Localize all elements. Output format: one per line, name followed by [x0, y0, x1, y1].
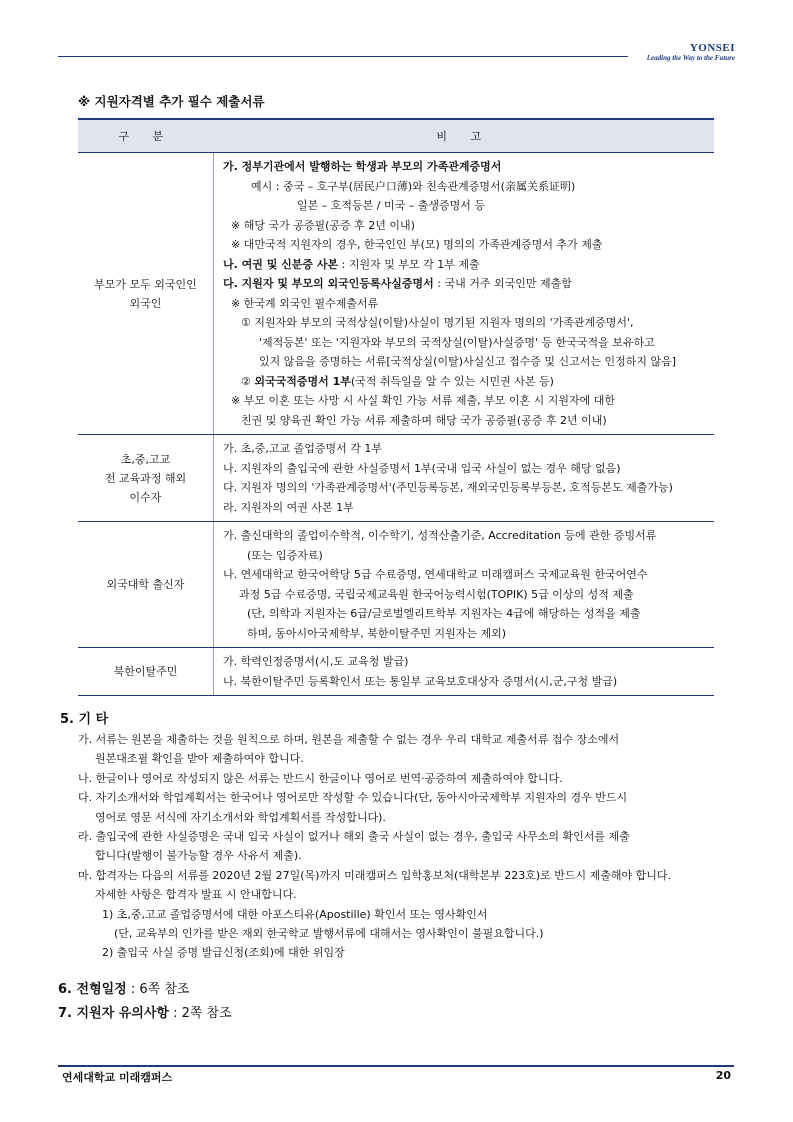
page-number: 20 — [715, 1069, 731, 1082]
header-rule — [58, 56, 628, 57]
section-notes: 7. 지원자 유의사항 : 2쪽 참조 — [58, 1006, 232, 1021]
remarks-cell: 가. 정부기관에서 발행하는 학생과 부모의 가족관계증명서 예시 : 중국 – 호구부(居民户口薄)와 친속관계증명서(亲属关系证明) 일본 – 호적등본 / 미국 – 출생증명서 등 ※ 해당 국가 공증필(공증 후 2년 이내) ※ 대만국적 지원자의 경우, 한국인인 부(모) 명의의 가족관계증명서 추가 제출 나. 여권 및 신분증 사본 : 지원자 및 부모 각 1부 제출 다. 지원자 및 부모의 외국인등록사실증명서 : 국내 거주 외국인만 제출함 ※ 한국계 외국인 필수제출서류 ① 지원자와 부모의 국적상실(이탈)사실이 명기된 지원자 명의의 '가족관계증명서', '제적등본' 또는 '지원자와 부모의 국적상실(이탈)사실증명' 등 한국국적을 보유하고 있지 않음을 증명하는 서류[국적상실(이탈)사실신고 접수증 및 신고서는 인정하지 않음] ② 외국국적증명서 1부(국적 취득일을 알 수 있는 시민권 사본 등) ※ 부모 이혼 또는 사망 시 사실 확인 가능 서류 제출, 부모 이혼 시 지원자에 대한 친권 및 양육권 확인 가능 서류 제출하며 해당 국가 공증필(공증 후 2년 이내) — [214, 153, 715, 435]
list-item: 다. 자기소개서와 학업계획서는 한국어나 영어로만 작성할 수 있습니다(단, 동아시아국제학부 지원자의 경우 반드시 — [78, 791, 628, 805]
list-item: 합니다(발행이 불가능할 경우 사유서 제출). — [95, 849, 302, 863]
remarks-cell: 가. 초,중,고교 졸업증명서 각 1부 나. 지원자의 출입국에 관한 사실증명서 1부(국내 입국 사실이 없는 경우 해당 없음) 다. 지원자 명의의 '가족관계증명서'(주민등록등본, 재외국민등록부등본, 호적등본도 제출가능) 라. 지원자의 여권 사본 1부 — [214, 435, 715, 522]
table-row — [78, 522, 714, 648]
table-row — [78, 435, 714, 522]
list-item: (단, 교육부의 인가를 받은 재외 한국학교 발행서류에 대해서는 영사확인이 불필요합니다.) — [114, 927, 544, 941]
column-header-category: 구 분 — [78, 119, 214, 153]
category-cell: 외국대학 출신자 — [78, 522, 214, 648]
table-row — [78, 648, 714, 696]
column-header-remarks: 비 고 — [214, 119, 715, 153]
list-item: 나. 한글이나 영어로 작성되지 않은 서류는 반드시 한글이나 영어로 번역·공증하여 제출하여야 합니다. — [78, 771, 563, 785]
footer-rule — [58, 1065, 734, 1067]
list-item: 1) 초,중,고교 졸업증명서에 대한 아포스티유(Apostille) 확인서 또는 영사확인서 — [102, 907, 488, 921]
footer-university-name: 연세대학교 미래캠퍼스 — [62, 1071, 173, 1084]
logo-slogan: Leading the Way to the Future — [646, 54, 735, 62]
list-item: 2) 출입국 사실 증명 발급신청(조회)에 대한 위임장 — [102, 946, 345, 960]
list-item: 영어로 영문 서식에 자기소개서와 학업계획서를 작성합니다). — [95, 810, 386, 824]
remarks-cell: 가. 학력인정증명서(시,도 교육청 발급) 나. 북한이탈주민 등록확인서 또는 통일부 교육보호대상자 증명서(시,군,구청 발급) — [214, 648, 715, 696]
list-item: 마. 합격자는 다음의 서류를 2020년 2월 27일(목)까지 미래캠퍼스 입학홍보처(대학본부 223호)로 반드시 제출해야 합니다. — [78, 868, 672, 882]
list-item: 라. 출입국에 관한 사실증명은 국내 입국 사실이 없거나 해외 출국 사실이 없는 경우, 출입국 사무소의 확인서를 제출 — [78, 830, 630, 844]
category-cell: 초,중,고교 전 교육과정 해외 이수자 — [78, 435, 214, 522]
remarks-cell: 가. 출신대학의 졸업이수학적, 이수학기, 성적산출기준, Accreditation 등에 관한 증빙서류 (또는 입증자료) 나. 연세대학교 한국어학당 5급 수료증명, 연세대학교 미래캠퍼스 국제교육원 한국어연수 과정 5급 수료증명, 국립국제교육원 한국어능력시험(TOPIK) 5급 이상의 성적 제출 (단, 의학과 지원자는 6급/글로벌엘리트학부 지원자는 4급에 해당하는 성적을 제출 하며, 동아시아국제학부, 북한이탈주민 지원자는 제외) — [214, 522, 715, 648]
list-item: 원본대조필 확인을 받아 제출하여야 합니다. — [95, 752, 304, 766]
category-cell: 부모가 모두 외국인인 외국인 — [78, 153, 214, 435]
section-heading-etc: 5. 기 타 — [60, 712, 109, 727]
section-schedule: 6. 전형일정 : 6쪽 참조 — [58, 982, 190, 997]
section-title: ※ 지원자격별 추가 필수 제출서류 — [78, 94, 265, 109]
etc-list — [78, 730, 738, 963]
table-row — [78, 153, 714, 435]
table-header-row — [78, 119, 714, 153]
list-item: 자세한 사항은 합격자 발표 시 안내합니다. — [95, 888, 297, 902]
category-cell: 북한이탈주민 — [78, 648, 214, 696]
university-logo — [647, 42, 735, 63]
requirements-table — [78, 118, 714, 696]
list-item: 가. 서류는 원본을 제출하는 것을 원칙으로 하며, 원본을 제출할 수 없는 경우 우리 대학교 제출서류 접수 장소에서 — [78, 733, 620, 746]
logo-wordmark: YONSEI — [689, 42, 735, 54]
